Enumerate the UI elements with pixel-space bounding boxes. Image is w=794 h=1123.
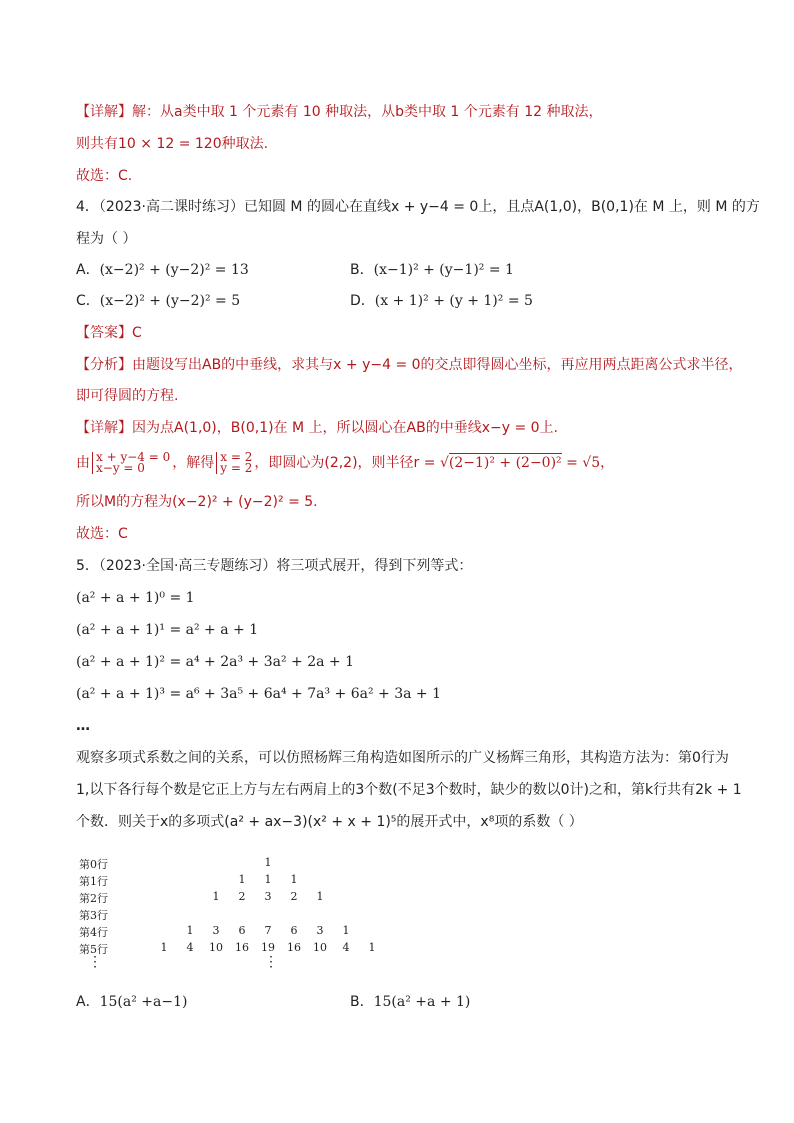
q5-option-a xyxy=(76,992,187,1012)
q5-equation: (a² + a + 1)¹ = a² + a + 1 xyxy=(76,622,259,638)
row-label: 第4行 xyxy=(79,926,108,939)
q4-analysis-line1 xyxy=(76,355,743,375)
option-text: (x + 1)² + (y + 1)² = 5 xyxy=(374,293,533,309)
triangle-number: 1 xyxy=(368,941,376,954)
q4-detail-line1 xyxy=(76,418,558,438)
q4-answer xyxy=(76,323,142,343)
triangle-number: 2 xyxy=(238,890,246,903)
triangle-number: 6 xyxy=(238,924,246,937)
q4-stem-line2: 程为（ ） xyxy=(76,231,137,247)
triangle-number: 19 xyxy=(261,941,275,954)
radius-expression: (2−1)² + (2−0)² xyxy=(448,455,562,471)
q3-detail-line1 xyxy=(76,102,603,122)
q4-option-b xyxy=(350,260,514,280)
option-letter: A． xyxy=(76,994,100,1010)
row-label: 第1行 xyxy=(79,875,108,888)
system-eq: x + y−4 = 0 xyxy=(96,450,171,464)
vertical-ellipsis: ⋮ xyxy=(88,954,102,970)
detail-tag: 【详解】 xyxy=(76,104,132,120)
triangle-number: 1 xyxy=(316,890,324,903)
triangle-number: 1 xyxy=(342,924,350,937)
option-letter: B． xyxy=(350,262,374,278)
detail-tag: 【详解】 xyxy=(76,420,132,436)
detail-mid: ，解得 xyxy=(172,455,215,471)
triangle-number: 10 xyxy=(209,941,223,954)
q5-equation: (a² + a + 1)⁰ = 1 xyxy=(76,590,195,606)
answer-value: C xyxy=(132,325,142,341)
triangle-number: 1 xyxy=(212,890,220,903)
q4-choose: 故选：C xyxy=(76,526,128,542)
detail-prefix: 由 xyxy=(76,455,90,471)
q4-option-d xyxy=(350,291,533,311)
system-eq: x = 2 xyxy=(220,450,253,464)
answer-tag: 【答案】 xyxy=(76,325,132,341)
triangle-number: 4 xyxy=(342,941,350,954)
triangle-number: 3 xyxy=(264,890,272,903)
q4-option-c xyxy=(76,291,240,311)
option-text: 15(a² +a + 1) xyxy=(373,994,471,1010)
q5-para-line3: 个数．则关于x的多项式(a² + ax−3)(x² + x + 1)⁵的展开式中，x⁸项的系数（ ） xyxy=(76,814,583,830)
q5-para-line2: 1,以下各行每个数是它正上方与左右两肩上的3个数(不足3个数时，缺少的数以0计)之和，第k行共有2k + 1 xyxy=(76,782,742,798)
q5-equation: (a² + a + 1)³ = a⁶ + 3a⁵ + 6a⁴ + 7a³ + 6a² + 3a + 1 xyxy=(76,686,442,702)
q3-detail-line2: 则共有10 × 12 = 120种取法. xyxy=(76,136,269,152)
option-text: (x−1)² + (y−1)² = 1 xyxy=(373,262,514,278)
q4-option-a xyxy=(76,260,249,280)
triangle-number: 3 xyxy=(316,924,324,937)
vertical-ellipsis: ⋮ xyxy=(264,954,278,970)
triangle-number: 16 xyxy=(287,941,301,954)
equation-system-2 xyxy=(216,452,252,474)
q5-para-line1: 观察多项式系数之间的关系，可以仿照杨辉三角构造如图所示的广义杨辉三角形，其构造方法为：第0行为 xyxy=(76,750,729,766)
system-eq: x−y = 0 xyxy=(96,461,145,475)
triangle-number: 16 xyxy=(235,941,249,954)
q5-stem: 5．（2023·全国·高三专题练习）将三项式展开，得到下列等式： xyxy=(76,558,473,574)
triangle-number: 6 xyxy=(290,924,298,937)
sqrt-icon: √ xyxy=(439,455,449,471)
row-label: 第0行 xyxy=(79,858,108,871)
triangle-number: 1 xyxy=(238,873,246,886)
q5-option-b xyxy=(350,992,470,1012)
option-letter: A． xyxy=(76,262,100,278)
option-text: 15(a² +a−1) xyxy=(99,994,188,1010)
triangle-number: 1 xyxy=(186,924,194,937)
triangle-number: 10 xyxy=(313,941,327,954)
row-label: 第2行 xyxy=(79,892,108,905)
triangle-number: 1 xyxy=(290,873,298,886)
row-label: 第5行 xyxy=(79,943,108,956)
triangle-number: 7 xyxy=(264,924,272,937)
triangle-number: 3 xyxy=(212,924,220,937)
q4-stem-line1: 4．（2023·高二课时练习）已知圆 M 的圆心在直线x + y−4 = 0上，且点A(1,0)，B(0,1)在 M 上，则 M 的方 xyxy=(76,199,760,215)
option-text: (x−2)² + (y−2)² = 13 xyxy=(99,262,249,278)
system-eq: y = 2 xyxy=(220,461,253,475)
option-text: (x−2)² + (y−2)² = 5 xyxy=(99,293,241,309)
option-letter: C． xyxy=(76,293,100,309)
radius-value: = √5， xyxy=(561,455,615,471)
analysis-text: 由题设写出AB的中垂线，求其与x + y−4 = 0的交点即得圆心坐标，再应用两点距离公式求半径， xyxy=(132,357,743,373)
detail-text: 因为点A(1,0)，B(0,1)在 M 上，所以圆心在AB的中垂线x−y = 0上. xyxy=(132,420,559,436)
q4-analysis-line2: 即可得圆的方程. xyxy=(76,388,179,404)
triangle-number: 1 xyxy=(264,856,272,869)
detail-post: ，即圆心为(2,2)，则半径r = xyxy=(254,455,440,471)
q4-detail-line3: 所以M的方程为(x−2)² + (y−2)² = 5. xyxy=(76,494,318,510)
option-letter: B． xyxy=(350,994,374,1010)
q5-ellipsis: … xyxy=(76,718,90,734)
triangle-number: 1 xyxy=(264,873,272,886)
triangle-number: 4 xyxy=(186,941,194,954)
triangle-number: 1 xyxy=(160,941,168,954)
analysis-tag: 【分析】 xyxy=(76,357,132,373)
option-letter: D． xyxy=(350,293,375,309)
equation-system-1 xyxy=(92,452,170,474)
q5-equation: (a² + a + 1)² = a⁴ + 2a³ + 3a² + 2a + 1 xyxy=(76,654,355,670)
q4-detail-line2 xyxy=(76,452,614,474)
triangle-number: 2 xyxy=(290,890,298,903)
row-label: 第3行 xyxy=(79,909,108,922)
q3-detail-text: 解：从a类中取 1 个元素有 10 种取法，从b类中取 1 个元素有 12 种取法， xyxy=(132,104,603,120)
q3-choose: 故选：C. xyxy=(76,168,133,184)
generalized-pascal-triangle xyxy=(76,848,416,978)
